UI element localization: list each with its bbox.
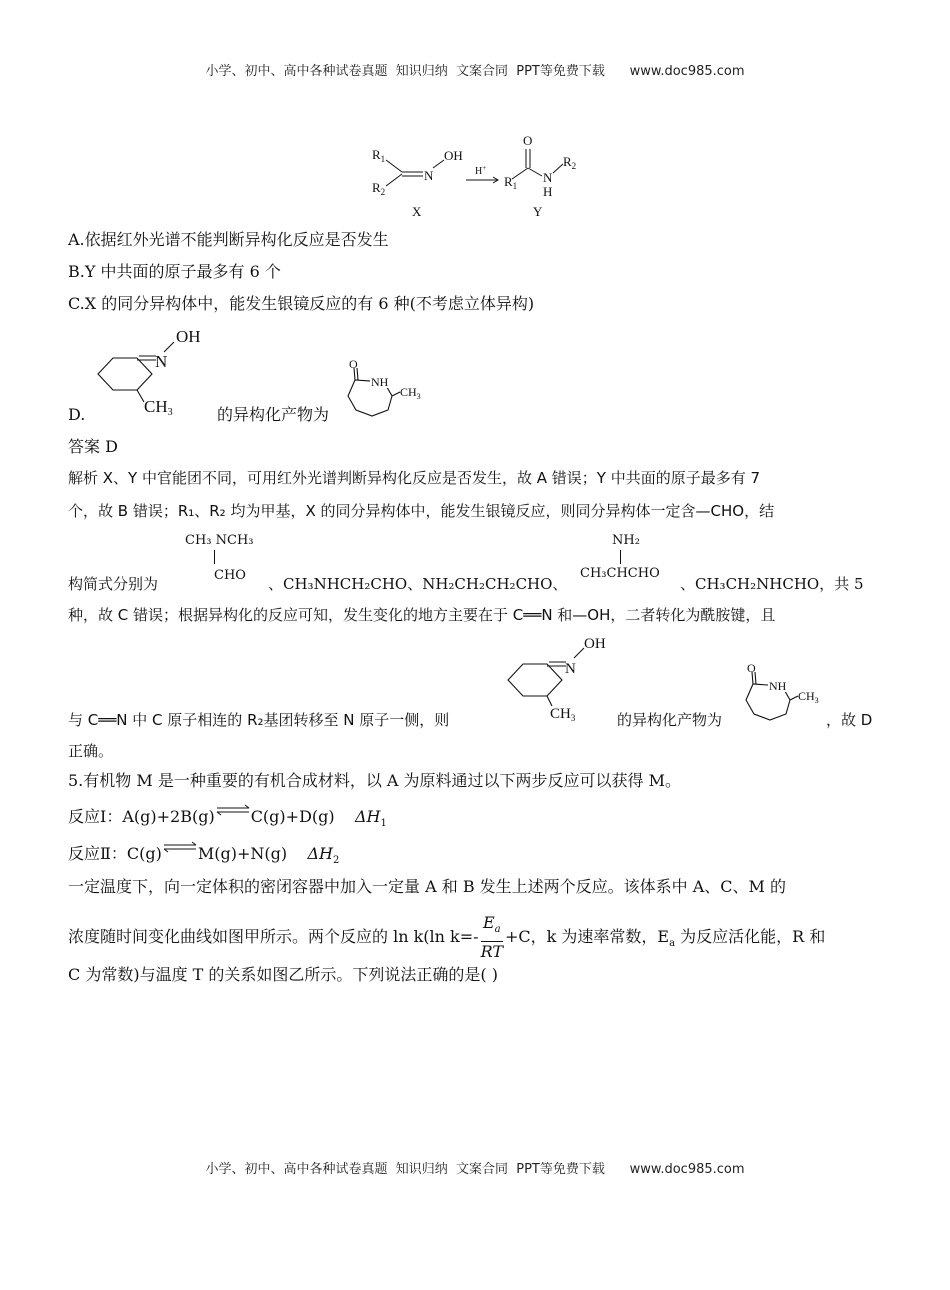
- explanation-line-2: 个，故 B 错误；R₁、R₂ 均为甲基，X 的同分异构体中，能发生银镜反应，则同分异构体一定含—CHO，结: [68, 502, 775, 520]
- struct-ch3nch3-bond: [214, 550, 215, 564]
- label-x: X: [412, 204, 422, 219]
- reaction-1: [68, 806, 387, 835]
- reaction-2-left: C(g): [126, 844, 162, 863]
- reaction-2: [68, 843, 339, 872]
- explanation-line-5a: 与 C══N 中 C 原子相连的 R₂基团转移至 N 原子一侧，则: [68, 711, 450, 729]
- page-footer: 小学、初中、高中各种试卷真题 知识归纳 文案合同 PPT等免费下载 www.doc985.com: [205, 1162, 745, 1177]
- reaction-1-right: C(g)+D(g): [250, 807, 335, 826]
- explanation-line-3b: 、CH₃NHCH₂CHO、NH₂CH₂CH₂CHO、: [268, 575, 568, 593]
- x-bond-r2: [386, 174, 402, 186]
- svg-text:O: O: [747, 661, 756, 675]
- y-r1-label: $R_1$: [504, 174, 518, 191]
- lactam-structure: [340, 356, 430, 418]
- rate-fraction: [481, 913, 503, 961]
- option-a: A.依据红外光谱不能判断异构化反应是否发生: [68, 230, 389, 249]
- page-header: 小学、初中、高中各种试卷真题 知识归纳 文案合同 PPT等免费下载 www.doc985.com: [205, 64, 745, 79]
- explanation-line-5c: ，故 D: [826, 711, 873, 729]
- y-r2-label: $R_2$: [563, 154, 577, 171]
- equilibrium-arrow-2: [162, 845, 198, 859]
- svg-text:N: N: [565, 661, 576, 677]
- struct-ch3nch3: CH₃ NCH₃: [185, 533, 254, 548]
- reaction-1-label: 反应Ⅰ：: [68, 807, 123, 826]
- struct-nh2-bond: [620, 550, 621, 564]
- q5-body-2b: +C，k 为速率常数，$E_a$ 为反应活化能，R 和: [505, 927, 826, 950]
- explanation-line-5b: 的异构化产物为: [617, 711, 723, 729]
- y-h-label: H: [543, 184, 553, 199]
- reaction-1-dh: $\Delta H_1$: [354, 807, 387, 830]
- reaction-2-right: M(g)+N(g): [197, 844, 288, 863]
- reaction-scheme: [360, 128, 600, 223]
- x-oh-label: OH: [444, 148, 463, 163]
- fraction-denominator: RT: [480, 941, 503, 961]
- option-c: C.X 的同分异构体中，能发生银镜反应的有 6 种(不考虑立体异构): [68, 294, 535, 313]
- q5-body-2: [68, 909, 825, 972]
- svg-text:N: N: [155, 352, 168, 371]
- svg-text:CH3: $CH_3$: [400, 385, 421, 401]
- y-bond-r1: [512, 168, 528, 179]
- reaction-2-dh: $\Delta H_2$: [307, 844, 340, 867]
- q5-body-1: 一定温度下，向一定体积的密闭容器中加入一定量 A 和 B 发生上述两个反应。该体系中 A、C、M 的: [68, 877, 787, 896]
- y-o-label: O: [523, 133, 533, 148]
- equilibrium-arrow-1: [215, 808, 251, 822]
- reaction-2-label: 反应Ⅱ：: [68, 844, 127, 863]
- q5-intro: 5.有机物 M 是一种重要的有机合成材料，以 A 为原料通过以下两步反应可以获得 M。: [68, 771, 682, 790]
- fraction-numerator: $E_a$: [481, 913, 503, 941]
- x-bond-r1: [386, 160, 402, 172]
- explanation-line-1: 解析 X、Y 中官能团不同，可用红外光谱判断异构化反应是否发生，故 A 错误；Y 中共面的原子最多有 7: [68, 469, 761, 487]
- option-b: B.Y 中共面的原子最多有 6 个: [68, 262, 281, 281]
- y-n-label: N: [543, 170, 553, 185]
- y-bond-nr2: [553, 164, 563, 173]
- struct-ch3chcho: CH₃CHCHO: [580, 566, 660, 581]
- oxime-ring-structure: [88, 322, 208, 422]
- struct-nh2: NH₂: [612, 533, 640, 548]
- svg-text:CH3: $CH_3$: [550, 706, 576, 723]
- reagent-label: H+: [475, 164, 487, 177]
- label-y: Y: [533, 204, 543, 219]
- x-bond-noh: [433, 160, 444, 168]
- answer-line: 答案 D: [68, 437, 118, 456]
- x-r2-label: $R_2$: [372, 180, 386, 197]
- q5-body-3: C 为常数)与温度 T 的关系如图乙所示。下列说法正确的是( ): [68, 965, 498, 984]
- y-bond-cn: [528, 168, 542, 176]
- q5-body-2a: 浓度随时间变化曲线如图甲所示。两个反应的 ln k(ln k=-: [68, 927, 479, 946]
- explanation-line-3a: 构简式分别为: [68, 575, 159, 593]
- explanation-line-6: 正确。: [68, 742, 114, 760]
- option-d-prefix: D.: [68, 405, 86, 424]
- explanation-line-4: 种，故 C 错误；根据异构化的反应可知，发生变化的地方主要在于 C══N 和—OH，二者转化为酰胺键，且: [68, 606, 776, 624]
- reaction-1-left: A(g)+2B(g): [122, 807, 215, 826]
- struct-cho: CHO: [214, 568, 246, 583]
- svg-text:O: O: [349, 357, 358, 371]
- x-n-label: N: [424, 168, 434, 183]
- x-r1-label: $R_1$: [372, 147, 386, 164]
- svg-text:NH: NH: [371, 375, 389, 389]
- lactam-structure-2: [738, 660, 828, 722]
- explanation-line-3c: 、CH₃CH₂NHCHO，共 5: [680, 575, 864, 593]
- oxime-ring-structure-2: [498, 628, 618, 728]
- option-d-mid: 的异构化产物为: [217, 405, 330, 424]
- svg-text:OH: OH: [584, 636, 606, 652]
- svg-text:CH3: CH3: [144, 397, 173, 418]
- svg-text:OH: OH: [176, 327, 201, 346]
- svg-text:NH: NH: [769, 679, 787, 693]
- svg-text:CH3: $CH_3$: [798, 689, 819, 705]
